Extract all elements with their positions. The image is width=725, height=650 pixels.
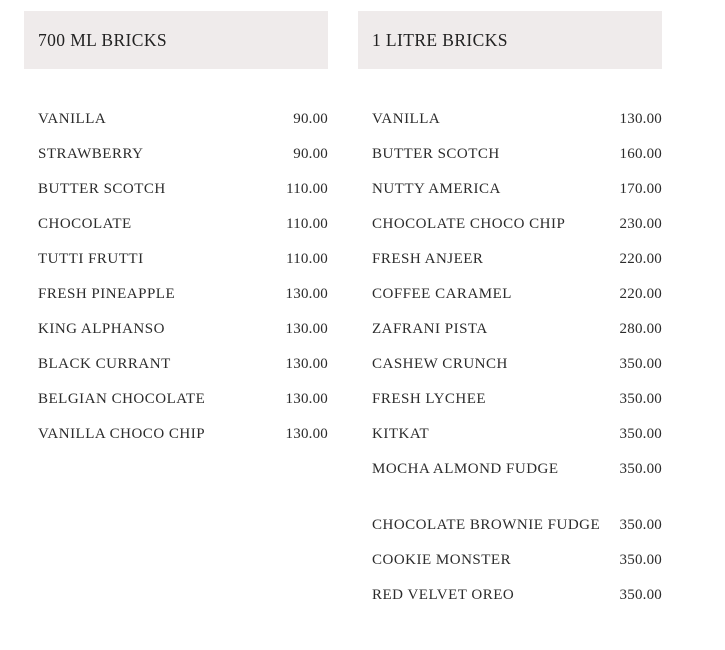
menu-item bbox=[372, 130, 662, 165]
menu-item bbox=[38, 410, 328, 445]
menu-item bbox=[372, 165, 662, 200]
item-price: 130.00 bbox=[619, 111, 662, 127]
item-price: 110.00 bbox=[286, 181, 328, 197]
item-price: 130.00 bbox=[285, 426, 328, 442]
menu-item bbox=[372, 480, 662, 536]
menu-item bbox=[38, 130, 328, 165]
menu-item bbox=[372, 571, 662, 606]
item-price: 130.00 bbox=[285, 391, 328, 407]
menu-item bbox=[38, 270, 328, 305]
item-name: CASHEW CRUNCH bbox=[372, 356, 508, 372]
menu-item bbox=[372, 340, 662, 375]
item-name: CHOCOLATE bbox=[38, 216, 132, 232]
item-price: 350.00 bbox=[619, 426, 662, 442]
item-price: 350.00 bbox=[619, 552, 662, 568]
menu-item bbox=[372, 410, 662, 445]
item-price: 160.00 bbox=[619, 146, 662, 162]
item-price: 90.00 bbox=[293, 146, 328, 162]
menu-item bbox=[372, 270, 662, 305]
item-name: FRESH LYCHEE bbox=[372, 391, 487, 407]
menu-item bbox=[372, 200, 662, 235]
item-name: STRAWBERRY bbox=[38, 146, 144, 162]
menu-item bbox=[372, 536, 662, 571]
menu-item bbox=[372, 375, 662, 410]
item-name: VANILLA bbox=[372, 111, 441, 127]
item-price: 350.00 bbox=[619, 461, 662, 477]
item-name: TUTTI FRUTTI bbox=[38, 251, 144, 267]
item-price: 220.00 bbox=[619, 251, 662, 267]
item-name: CHOCOLATE CHOCO CHIP bbox=[372, 216, 566, 232]
item-price: 350.00 bbox=[619, 391, 662, 407]
section-title: 700 ML BRICKS bbox=[24, 11, 328, 69]
menu-item bbox=[38, 340, 328, 375]
item-price: 350.00 bbox=[619, 517, 662, 533]
item-name: NUTTY AMERICA bbox=[372, 181, 501, 197]
menu-item bbox=[38, 305, 328, 340]
menu-item bbox=[38, 200, 328, 235]
section-title: 1 LITRE BRICKS bbox=[358, 11, 662, 69]
item-price: 130.00 bbox=[285, 356, 328, 372]
menu-item bbox=[38, 165, 328, 200]
item-name: KING ALPHANSO bbox=[38, 321, 165, 337]
item-name: MOCHA ALMOND FUDGE bbox=[372, 461, 559, 477]
menu-item bbox=[372, 235, 662, 270]
item-name: VANILLA bbox=[38, 111, 107, 127]
item-name: ZAFRANI PISTA bbox=[372, 321, 488, 337]
menu-item-list bbox=[24, 95, 328, 445]
item-name: COOKIE MONSTER bbox=[372, 552, 512, 568]
item-name: BELGIAN CHOCOLATE bbox=[38, 391, 206, 407]
item-price: 110.00 bbox=[286, 251, 328, 267]
item-name: BUTTER SCOTCH bbox=[38, 181, 166, 197]
item-name: FRESH ANJEER bbox=[372, 251, 484, 267]
item-name: CHOCOLATE BROWNIE FUDGE bbox=[372, 516, 601, 533]
menu-item bbox=[372, 445, 662, 480]
menu-item bbox=[38, 95, 328, 130]
item-name: BUTTER SCOTCH bbox=[372, 146, 500, 162]
menu-item-list bbox=[358, 95, 662, 606]
item-price: 170.00 bbox=[619, 181, 662, 197]
item-price: 130.00 bbox=[285, 321, 328, 337]
item-price: 130.00 bbox=[285, 286, 328, 302]
item-price: 280.00 bbox=[619, 321, 662, 337]
menu-item bbox=[38, 235, 328, 270]
item-name: KITKAT bbox=[372, 426, 430, 442]
item-name: VANILLA CHOCO CHIP bbox=[38, 426, 206, 442]
menu-item bbox=[372, 95, 662, 130]
item-name: FRESH PINEAPPLE bbox=[38, 286, 176, 302]
item-price: 110.00 bbox=[286, 216, 328, 232]
item-price: 90.00 bbox=[293, 111, 328, 127]
menu-item bbox=[372, 305, 662, 340]
item-name: COFFEE CARAMEL bbox=[372, 286, 512, 302]
menu-section-700ml bbox=[24, 11, 328, 445]
item-name: RED VELVET OREO bbox=[372, 587, 515, 603]
menu-item bbox=[38, 375, 328, 410]
item-price: 350.00 bbox=[619, 356, 662, 372]
item-price: 350.00 bbox=[619, 587, 662, 603]
item-name: BLACK CURRANT bbox=[38, 356, 171, 372]
item-price: 220.00 bbox=[619, 286, 662, 302]
item-price: 230.00 bbox=[619, 216, 662, 232]
menu-section-1-litre bbox=[358, 11, 662, 606]
